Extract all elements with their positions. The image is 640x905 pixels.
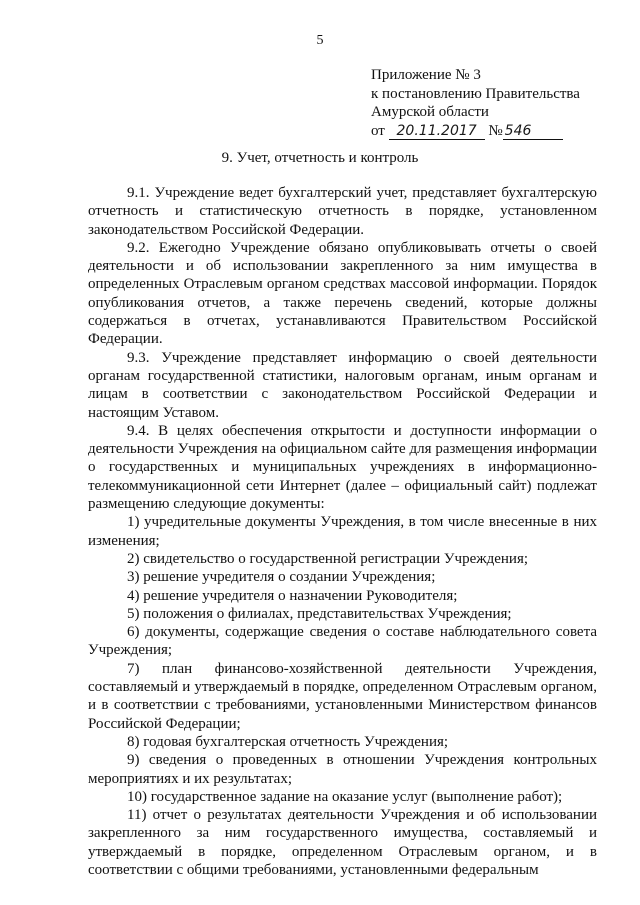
paragraph-9-1: 9.1. Учреждение ведет бухгалтерский учет, представляет бухгалтерскую отчетность и статистическую отчетность в порядке, установленном законодательством Российской Федерации.	[88, 185, 597, 238]
list-item: 2) свидетельство о государственной регистрации Учреждения;	[127, 550, 529, 567]
section-title: 9. Учет, отчетность и контроль	[221, 150, 419, 166]
paragraph-9-4: 9.4. В целях обеспечения открытости и доступности информации о деятельности Учреждения на официальном сайте для размещения информации о государственных и муниципальных учреждениях в информационно-телекоммуникационной сети Интернет (далее – официальный сайт) подлежат размещению следующие документы:	[88, 422, 597, 513]
paragraph-9-3: 9.3. Учреждение представляет информацию о своей деятельности органам государственной статистики, налоговым органам, иным органам и лицам в соответствии с законодательством Российской Федерации и настоящим Уставом.	[88, 349, 597, 421]
handwritten-date: 20.11.2017	[389, 123, 485, 140]
page-number: 5	[316, 33, 324, 48]
list-item: 8) годовая бухгалтерская отчетность Учреждения;	[127, 733, 449, 750]
list-item: 9) сведения о проведенных в отношении Учреждения контрольных мероприятиях и их результатах;	[88, 752, 597, 787]
list-item: 11) отчет о результатах деятельности Учреждения и об использовании закрепленного за ним государственного имущества, составляемый и утверждаемый в порядке, определенном Отраслевым органом, и в соответствии с общими требованиями, установленными федеральным	[88, 807, 597, 878]
list-item: 7) план финансово-хозяйственной деятельности Учреждения, составляемый и утверждаемый в порядке, определенном Отраслевым органом, и в соответствии с требованиями, установленными Министерством финансов Российской Федерации;	[88, 660, 597, 732]
list-item: 4) решение учредителя о назначении Руководителя;	[127, 587, 458, 604]
appendix-title: Приложение № 3	[371, 67, 481, 83]
paragraph-9-2: 9.2. Ежегодно Учреждение обязано опубликовывать отчеты о своей деятельности и об использовании закрепленного за ним имущества в определенных Отраслевым органом средствах массовой информации. Порядок опубликования отчетов, а также перечень сведений, которые должны содержаться в отчетах, устанавливаются Правительством Российской Федерации.	[88, 239, 597, 348]
document-body	[88, 184, 597, 879]
appendix-decree: к постановлению Правительства	[371, 85, 580, 102]
handwritten-number: 546	[503, 123, 563, 140]
number-label: №	[488, 122, 503, 139]
list-item: 6) документы, содержащие сведения о составе наблюдательного совета Учреждения;	[88, 624, 597, 659]
list-item: 5) положения о филиалах, представительствах Учреждения;	[127, 605, 512, 622]
appendix-header	[371, 66, 580, 140]
list-item: 3) решение учредителя о создании Учреждения;	[127, 569, 436, 586]
from-label: от	[371, 122, 385, 139]
appendix-date-number-line	[371, 122, 580, 141]
list-item: 1) учредительные документы Учреждения, в том числе внесенные в них изменения;	[88, 514, 597, 549]
list-item: 10) государственное задание на оказание услуг (выполнение работ);	[127, 788, 563, 805]
appendix-region: Амурской области	[371, 104, 489, 120]
